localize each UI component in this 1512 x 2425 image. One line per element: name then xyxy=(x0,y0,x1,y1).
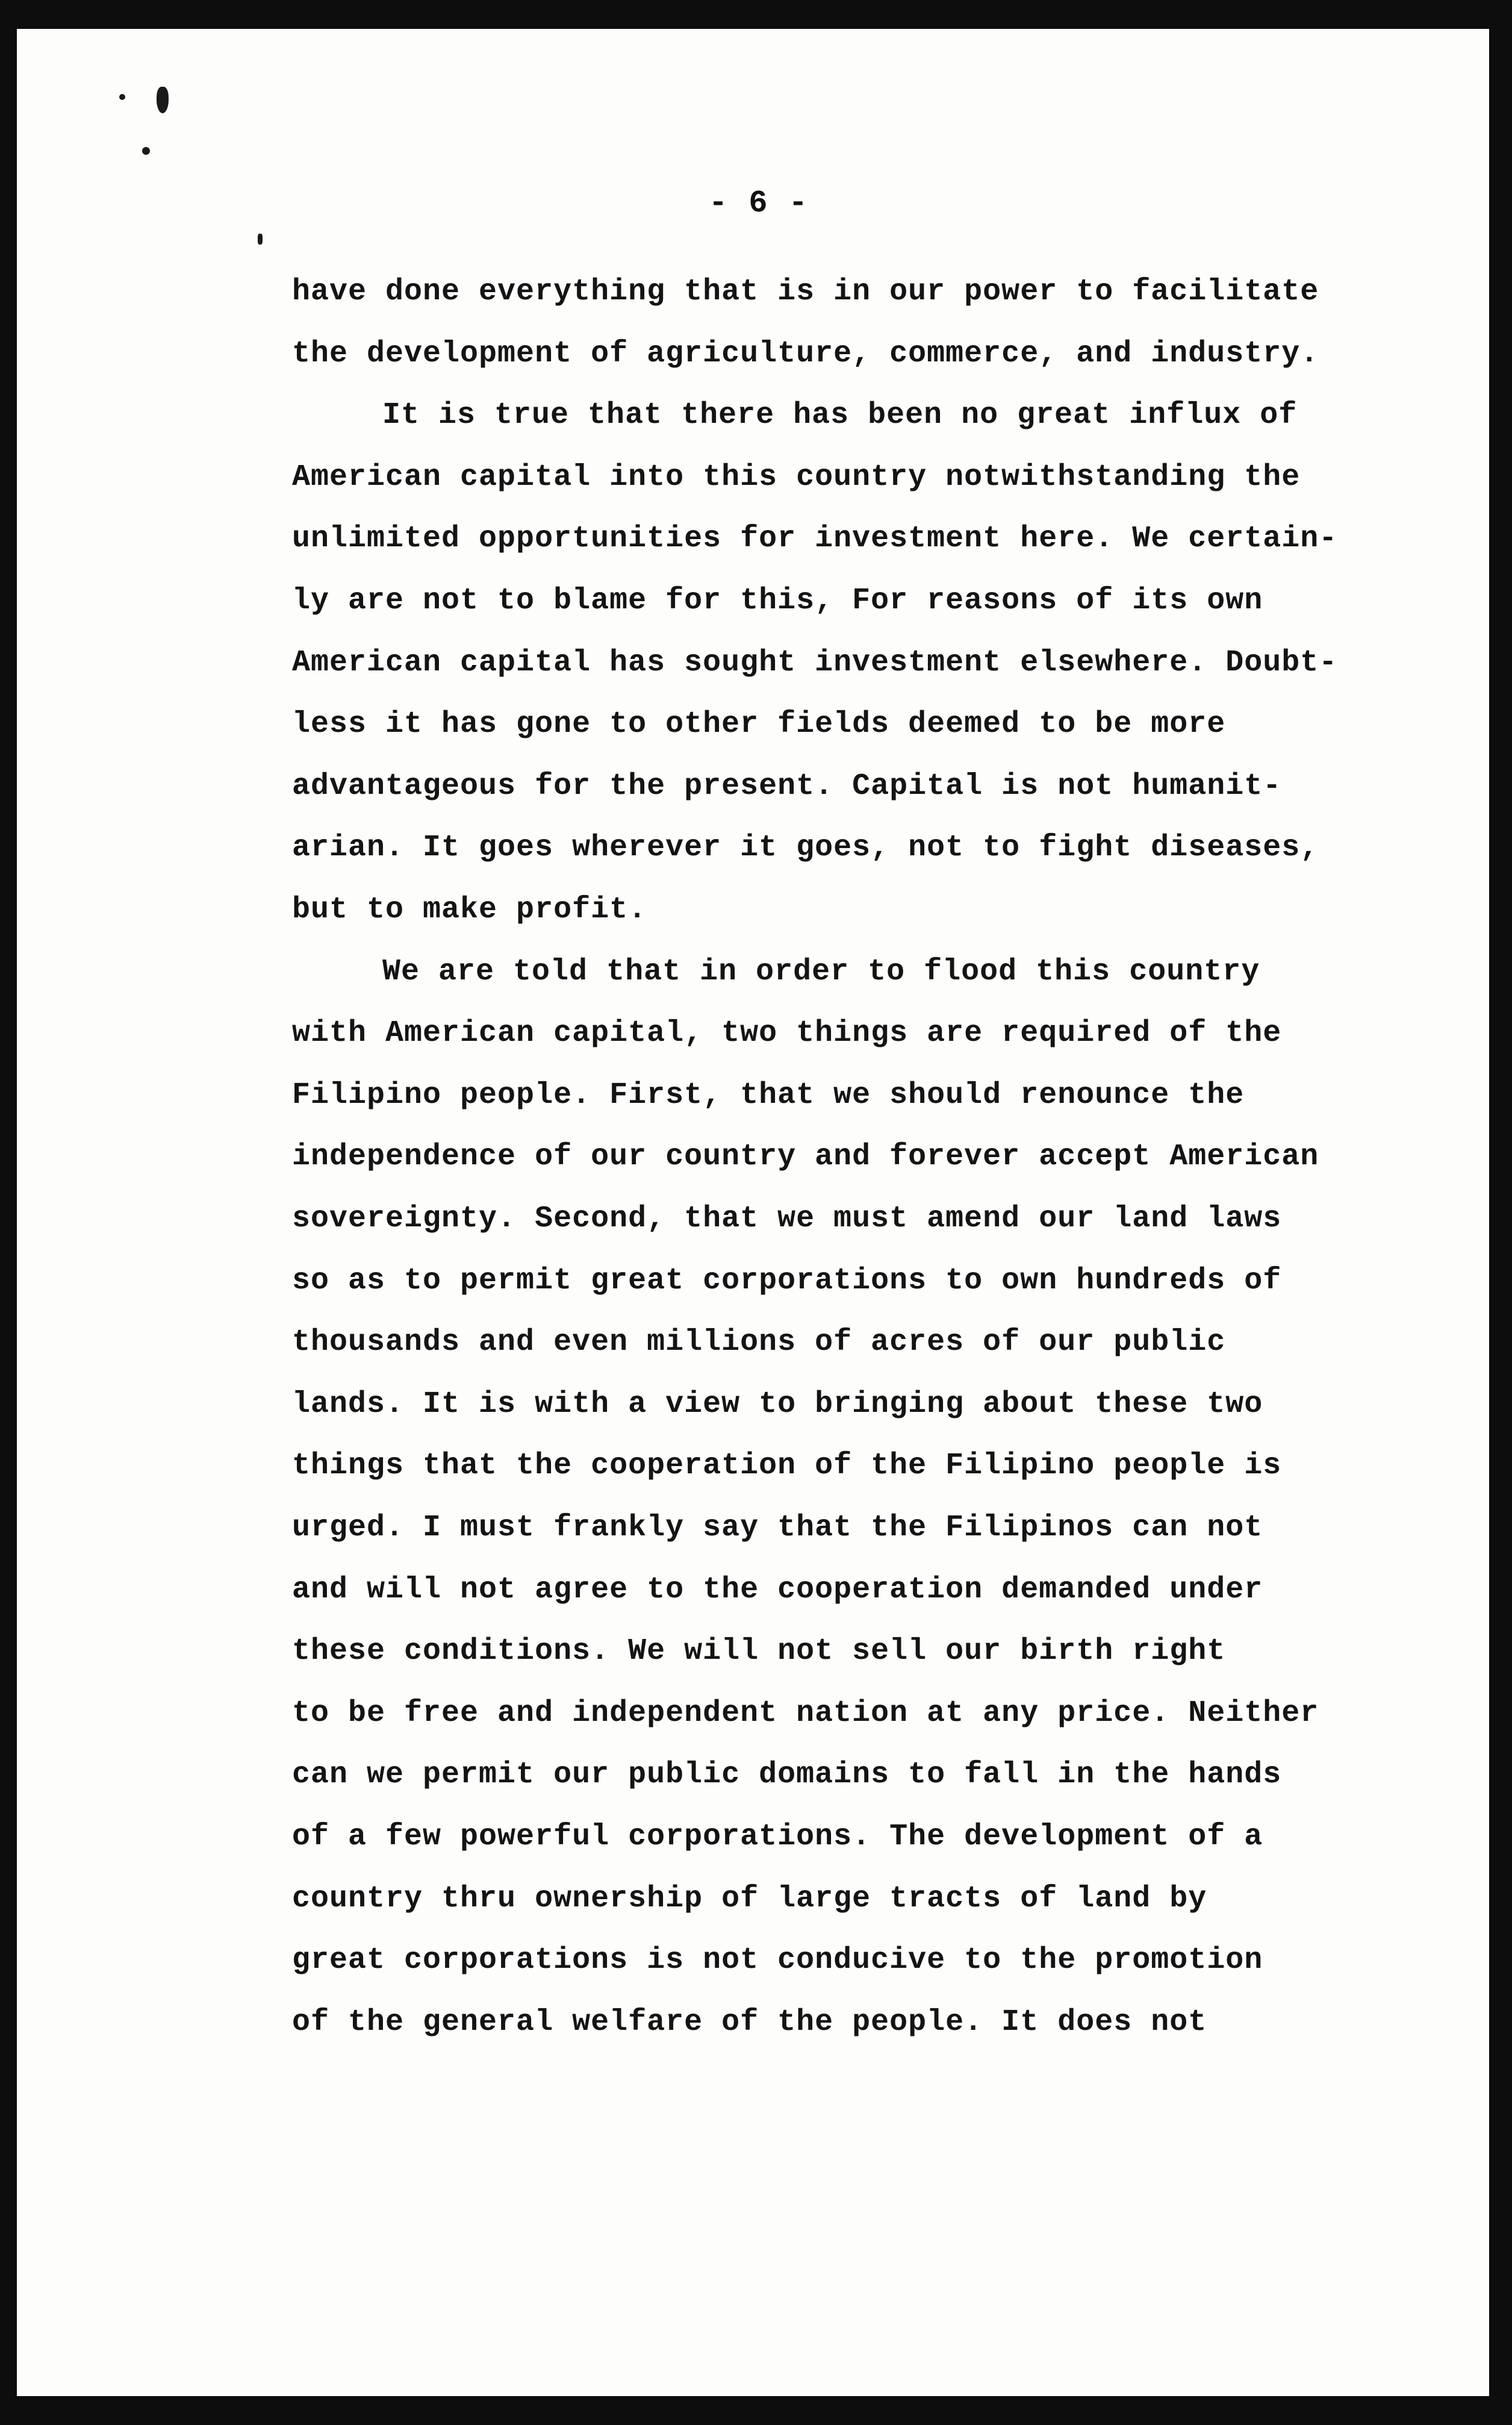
text-line: but to make profit. xyxy=(292,893,647,927)
text-line: to be free and independent nation at any price. Neither xyxy=(292,1696,1319,1731)
text-line: independence of our country and forever accept American xyxy=(292,1140,1319,1175)
text-line: American capital has sought investment elsewhere. Doubt- xyxy=(292,645,1338,680)
paragraph-first-line: We are told that in order to flood this country xyxy=(382,954,1260,989)
text-line: thousands and even millions of acres of our public xyxy=(292,1325,1226,1360)
text-line: arian. It goes wherever it goes, not to fight diseases, xyxy=(292,831,1319,866)
text-line: American capital into this country notwithstanding the xyxy=(292,460,1301,495)
ink-blot xyxy=(157,87,169,113)
text-line: with American capital, two things are required of the xyxy=(292,1016,1282,1051)
paragraph-first-line: It is true that there has been no great influx of xyxy=(382,398,1298,433)
text-line: great corporations is not conducive to the promotion xyxy=(292,1943,1263,1978)
text-line: unlimited opportunities for investment here. We certain- xyxy=(292,522,1338,557)
ink-speck xyxy=(142,147,150,155)
text-line: urged. I must frankly say that the Filipinos can not xyxy=(292,1511,1263,1545)
text-line: less it has gone to other fields deemed to be more xyxy=(292,707,1226,742)
text-line: advantageous for the present. Capital is not humanit- xyxy=(292,769,1282,804)
ink-speck xyxy=(258,234,263,245)
text-line: ly are not to blame for this, For reasons of its own xyxy=(292,584,1263,618)
text-line: and will not agree to the cooperation demanded under xyxy=(292,1572,1263,1607)
text-line: of the general welfare of the people. It does not xyxy=(292,2005,1207,2040)
text-line: have done everything that is in our power to facilitate xyxy=(292,275,1319,309)
text-line: sovereignty. Second, that we must amend our land laws xyxy=(292,1202,1282,1236)
text-line: things that the cooperation of the Filipino people is xyxy=(292,1449,1282,1484)
text-line: can we permit our public domains to fall in the hands xyxy=(292,1758,1282,1793)
text-line: country thru ownership of large tracts of land by xyxy=(292,1881,1207,1916)
text-line: lands. It is with a view to bringing about these two xyxy=(292,1387,1263,1422)
text-line: these conditions. We will not sell our birth right xyxy=(292,1634,1226,1669)
page-number: - 6 - xyxy=(708,186,809,221)
text-line: of a few powerful corporations. The development of a xyxy=(292,1820,1263,1854)
text-line: the development of agriculture, commerce, and industry. xyxy=(292,336,1319,371)
ink-speck xyxy=(119,94,125,100)
text-line: Filipino people. First, that we should renounce the xyxy=(292,1078,1245,1113)
text-line: so as to permit great corporations to own hundreds of xyxy=(292,1263,1282,1298)
